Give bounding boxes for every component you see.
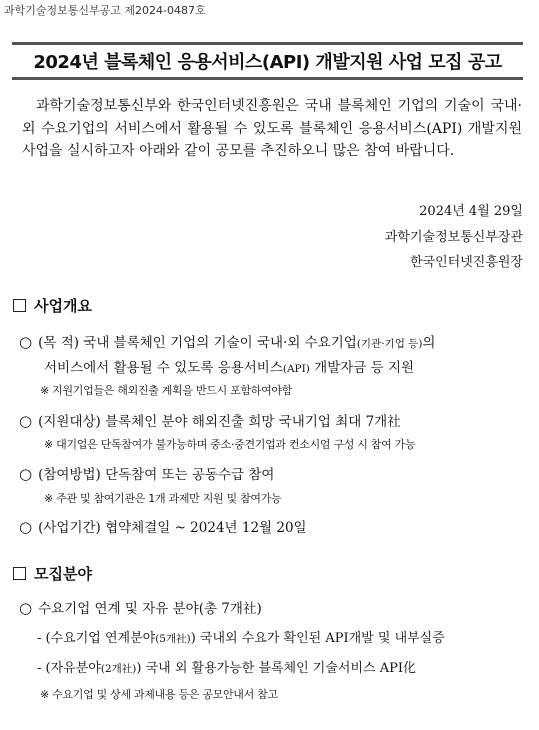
- circle-bullet-icon: ○: [19, 465, 33, 483]
- circle-bullet-icon: ○: [19, 333, 33, 351]
- square-bullet-icon: [13, 299, 26, 312]
- section-fields-heading: [13, 563, 92, 584]
- purpose-item-cont: 서비스에서 활용될 수 있도록 응용서비스(API) 개발자금 등 지원: [44, 360, 415, 376]
- intro-paragraph: 과학기술정보통신부와 한국인터넷진흥원은 국내 블록체인 기업의 기술이 국내·외 수요기업의 서비스에서 활용될 수 있도록 블록체인 응용서비스(API) 개발지원 사업을 실시하고자 아래와 같이 공모를 추진하오니 많은 참여 바랍니다.: [22, 98, 522, 159]
- target-note: ※ 대기업은 단독참여가 불가능하며 중소·중견기업과 컨소시엄 구성 시 참여 가능: [44, 438, 416, 451]
- sub-field-free: - (자유분야(2개社)) 국내 외 활용가능한 블록체인 기술서비스 API化: [37, 661, 416, 676]
- circle-bullet-icon: ○: [19, 518, 33, 536]
- signer-ministry: 과학기술정보통신부장관: [384, 230, 523, 245]
- method-note: ※ 주관 및 참여기관은 1개 과제만 지원 및 참여가능: [44, 492, 282, 505]
- title-bar: [12, 42, 523, 80]
- notice-number: 과학기술정보통신부공고 제2024-0487호: [4, 4, 206, 17]
- section-label: 사업개요: [34, 297, 92, 315]
- announcement-date: 2024년 4월 29일: [419, 204, 523, 219]
- method-item: ○ (참여방법) 단독참여 또는 공동수급 참여: [19, 465, 275, 483]
- square-bullet-icon: [13, 567, 26, 580]
- field-item: ○ 수요기업 연계 및 자유 분야(총 7개社): [19, 599, 262, 617]
- purpose-item: ○ (목 적) 국내 블록체인 기업의 기술이 국내·외 수요기업(기관·기업 등)의: [19, 333, 436, 351]
- target-item: ○ (지원대상) 블록체인 분야 해외진출 희망 국내기업 최대 7개社: [19, 412, 401, 430]
- circle-bullet-icon: ○: [19, 412, 33, 430]
- circle-bullet-icon: ○: [19, 599, 33, 617]
- fields-note: ※ 수요기업 및 상세 과제내용 등은 공모안내서 참고: [40, 688, 278, 701]
- purpose-note: ※ 지원기업들은 해외진출 계획을 반드시 포함하여야함: [40, 384, 293, 397]
- period-item: ○ (사업기간) 협약체결일 ~ 2024년 12월 20일: [19, 518, 307, 536]
- page-title: 2024년 블록체인 응용서비스(API) 개발지원 사업 모집 공고: [33, 52, 502, 73]
- sub-field-demand: - (수요기업 연계분야(5개社)) 국내외 수요가 확인된 API개발 및 내부실증: [37, 631, 445, 646]
- signer-agency: 한국인터넷진흥원장: [409, 255, 523, 270]
- section-overview-heading: [13, 295, 92, 316]
- section-label: 모집분야: [34, 565, 92, 583]
